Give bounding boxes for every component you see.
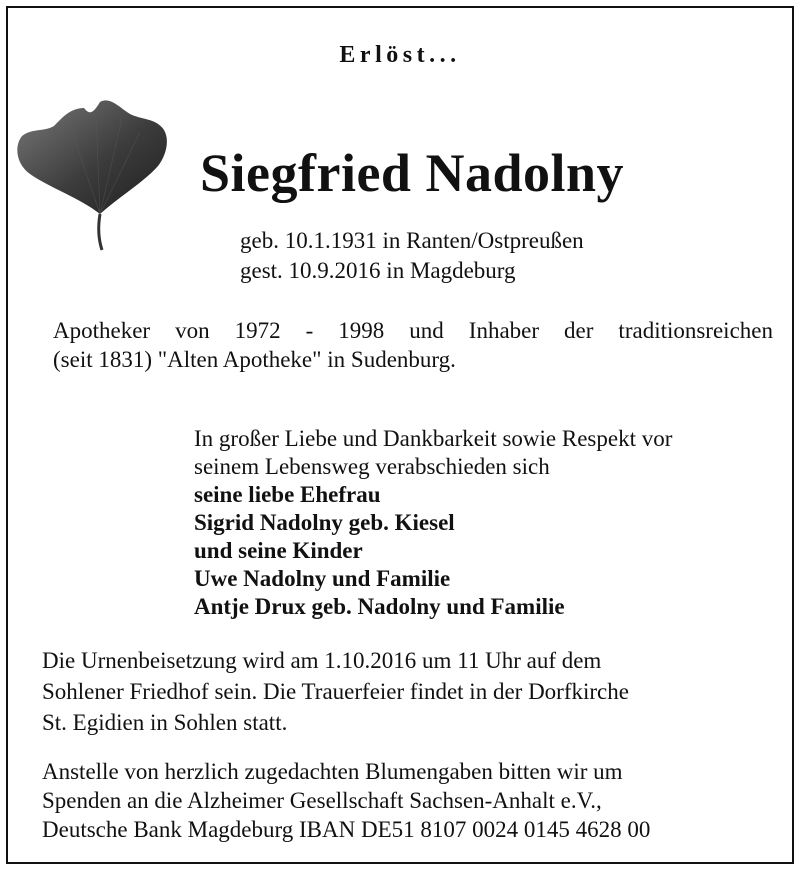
career-line: (seit 1831) "Alten Apotheke" in Sudenburg. (53, 347, 456, 372)
donation-info (42, 757, 650, 844)
mourning-intro-line: seinem Lebensweg verabschieden sich (194, 454, 550, 479)
mourning-block (194, 425, 672, 621)
birth-date: geb. 10.1.1931 in Ranten/Ostpreußen (240, 228, 584, 253)
mourner-line: Uwe Nadolny und Familie (194, 566, 451, 591)
donation-line: Deutsche Bank Magdeburg IBAN DE51 8107 0024 0145 4628 00 (42, 817, 651, 842)
mourner-line: und seine Kinder (194, 538, 363, 563)
headline: Erlöst... (339, 42, 461, 68)
career-line: Apotheker von 1972 - 1998 und Inhaber der traditionsreichen (53, 318, 773, 343)
mourner-line: Antje Drux geb. Nadolny und Familie (194, 594, 565, 619)
donation-line: Anstelle von herzlich zugedachten Blumengaben bitten wir um (42, 759, 623, 784)
burial-line: Die Urnenbeisetzung wird am 1.10.2016 um 11 Uhr auf dem (42, 648, 602, 673)
mourner-line: Sigrid Nadolny geb. Kiesel (194, 510, 455, 535)
donation-line: Spenden an die Alzheimer Gesellschaft Sachsen-Anhalt e.V., (42, 788, 602, 813)
burial-info (42, 645, 629, 738)
deceased-name: Siegfried Nadolny (200, 143, 625, 203)
mourning-intro-line: In großer Liebe und Dankbarkeit sowie Respekt vor (194, 426, 673, 451)
mourner-line: seine liebe Ehefrau (194, 482, 381, 507)
life-dates (240, 226, 584, 286)
burial-line: St. Egidien in Sohlen statt. (42, 710, 288, 735)
career-text (53, 316, 773, 374)
death-date: gest. 10.9.2016 in Magdeburg (240, 258, 516, 283)
burial-line: Sohlener Friedhof sein. Die Trauerfeier findet in der Dorfkirche (42, 679, 629, 704)
ginkgo-leaf-icon (10, 96, 172, 252)
